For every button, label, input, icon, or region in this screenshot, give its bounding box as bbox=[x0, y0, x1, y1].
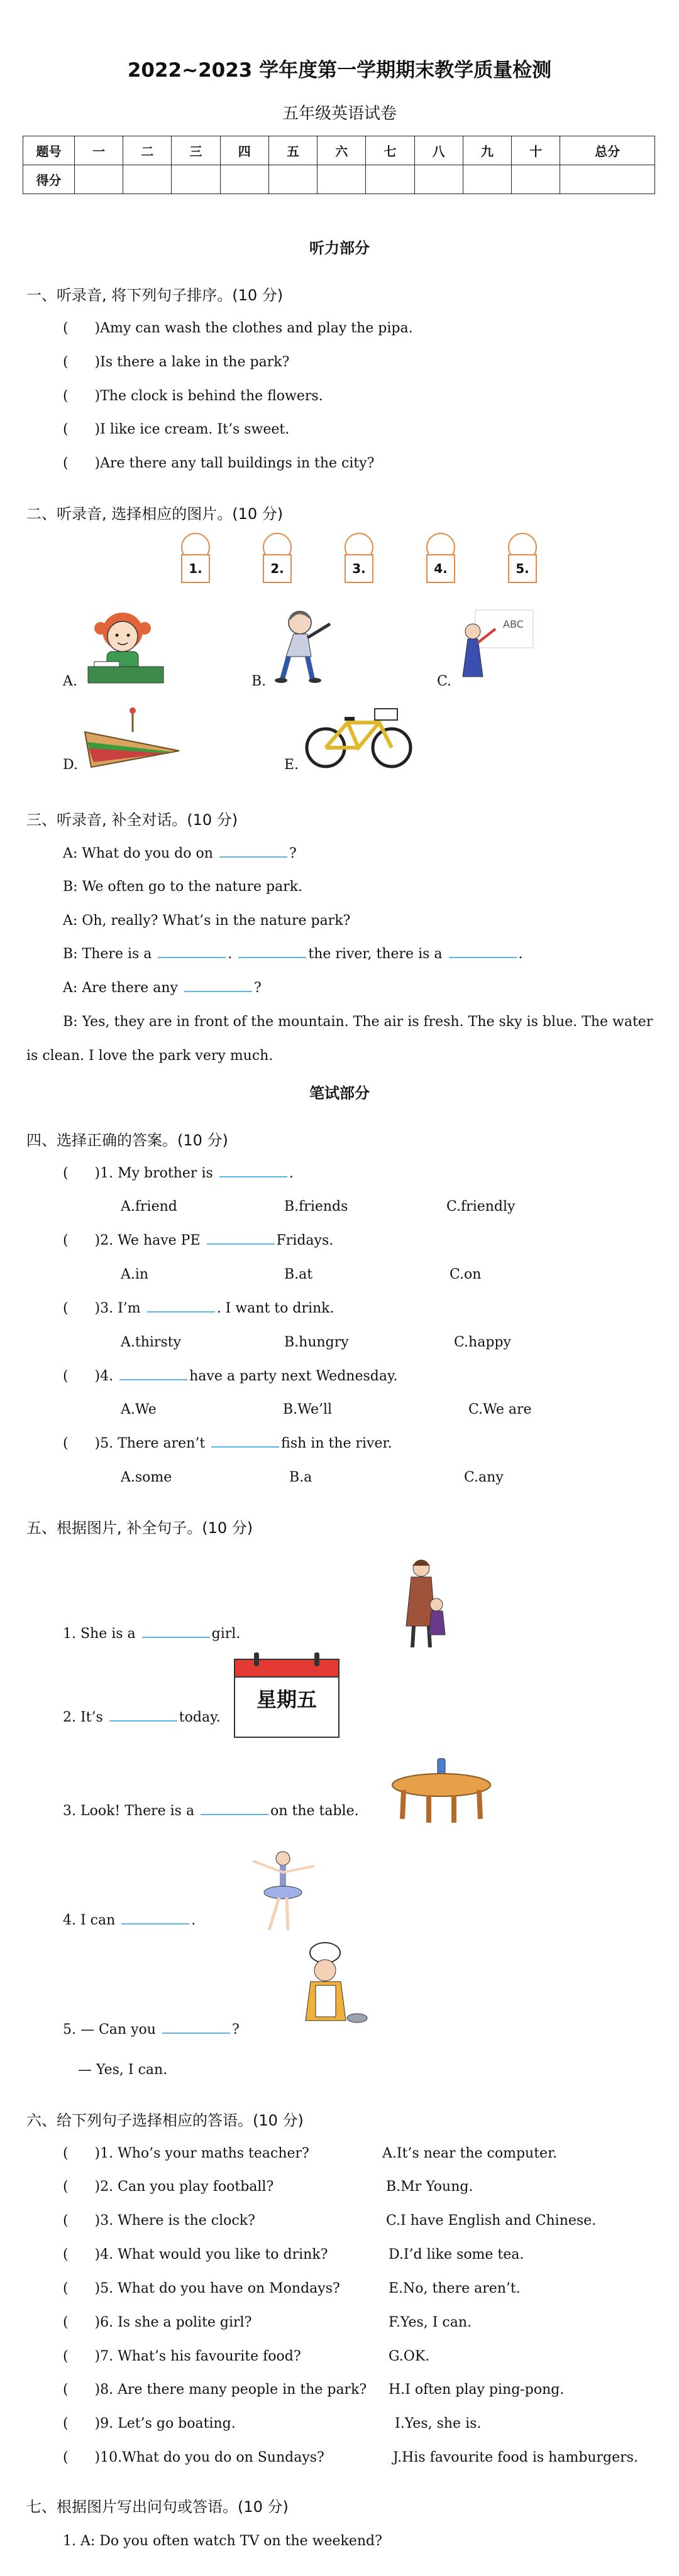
dialogue-line: is clean. I love the park very much. bbox=[26, 1048, 273, 1064]
section-6-heading: 六、给下列句子选择相应的答语。(10 分) bbox=[26, 2112, 304, 2129]
question-item: ( )2. We have PE Fridays. bbox=[63, 1233, 334, 1248]
question-item: ( )8. Are there many people in the park? bbox=[63, 2382, 367, 2398]
list-item: ( )Amy can wash the clothes and play the pipa. bbox=[63, 320, 413, 336]
writing-part-title: 笔试部分 bbox=[309, 1084, 370, 1102]
table-cell: 五 bbox=[268, 136, 317, 165]
answer-option: G.OK. bbox=[389, 2349, 430, 2364]
question-item: 1. She is a girl. bbox=[63, 1626, 241, 1642]
listening-part-title: 听力部分 bbox=[309, 239, 370, 257]
question-item: 3. Look! There is a on the table. bbox=[63, 1803, 359, 1819]
question-item: ( )1. Who’s your maths teacher? bbox=[63, 2146, 309, 2161]
answer-blank[interactable] bbox=[238, 957, 306, 958]
score-cell[interactable] bbox=[511, 165, 560, 194]
dialogue-line: B: There is a . the river, there is a . bbox=[63, 946, 523, 962]
answer-blank[interactable] bbox=[201, 1814, 268, 1815]
option-b[interactable]: B.a bbox=[289, 1470, 312, 1485]
dialogue-line: B: We often go to the nature park. bbox=[63, 879, 303, 895]
question-item: ( )2. Can you play football? bbox=[63, 2179, 274, 2195]
option-b[interactable]: B.friends bbox=[284, 1199, 348, 1214]
score-cell[interactable] bbox=[172, 165, 220, 194]
picture-label-d: D. bbox=[63, 757, 78, 773]
score-table-header-row bbox=[23, 136, 655, 165]
answer-blank[interactable] bbox=[121, 1923, 189, 1924]
exam-subtitle: 五年级英语试卷 bbox=[282, 104, 397, 123]
answer-blank[interactable] bbox=[207, 1243, 275, 1245]
score-cell[interactable] bbox=[463, 165, 511, 194]
score-cell[interactable] bbox=[268, 165, 317, 194]
teacher-picture bbox=[451, 606, 536, 685]
table-cell: 总分 bbox=[560, 136, 655, 165]
score-cell[interactable] bbox=[317, 165, 366, 194]
picture-label-a: A. bbox=[63, 674, 77, 689]
section-2-heading: 二、听录音, 选择相应的图片。(10 分) bbox=[26, 505, 284, 523]
answer-option: I.Yes, she is. bbox=[395, 2416, 482, 2431]
question-item: ( )4. What would you like to drink? bbox=[63, 2247, 328, 2262]
question-item: ( )5. What do you have on Mondays? bbox=[63, 2281, 340, 2296]
answer-tag-3[interactable]: 3. bbox=[345, 533, 373, 591]
section-1-heading: 一、听录音, 将下列句子排序。(10 分) bbox=[26, 287, 284, 304]
answer-blank[interactable] bbox=[162, 2033, 230, 2034]
question-item: 1. A: Do you often watch TV on the weekend? bbox=[63, 2533, 382, 2549]
chef-picture bbox=[290, 1941, 372, 2029]
calendar-header bbox=[235, 1660, 338, 1678]
table-cell: 一 bbox=[75, 136, 123, 165]
answer-option: F.Yes, I can. bbox=[389, 2315, 472, 2330]
bicycle-picture bbox=[301, 704, 417, 773]
table-cell: 八 bbox=[414, 136, 463, 165]
score-cell[interactable] bbox=[560, 165, 655, 194]
answer-option: A.It’s near the computer. bbox=[382, 2146, 558, 2161]
answer-option: H.I often play ping-pong. bbox=[389, 2382, 565, 2398]
answer-option: D.I’d like some tea. bbox=[389, 2247, 524, 2262]
section-7-heading: 七、根据图片写出问句或答语。(10 分) bbox=[26, 2498, 289, 2516]
option-a[interactable]: A.thirsty bbox=[121, 1334, 182, 1350]
answer-option: C.I have English and Chinese. bbox=[386, 2213, 597, 2229]
table-cell: 二 bbox=[123, 136, 172, 165]
table-cell: 九 bbox=[463, 136, 511, 165]
calendar-day-text: 星期五 bbox=[256, 1688, 317, 1711]
answer-tag-4[interactable]: 4. bbox=[426, 533, 455, 591]
question-item: 2. It’s today. bbox=[63, 1710, 221, 1725]
question-item: ( )6. Is she a polite girl? bbox=[63, 2315, 252, 2330]
answer-blank[interactable] bbox=[158, 957, 226, 958]
answer-blank[interactable] bbox=[219, 856, 287, 858]
section-4-heading: 四、选择正确的答案。(10 分) bbox=[26, 1132, 228, 1149]
calendar-picture bbox=[234, 1659, 340, 1738]
table-cell: 得分 bbox=[23, 165, 75, 194]
question-item: ( )9. Let’s go boating. bbox=[63, 2416, 236, 2431]
score-cell[interactable] bbox=[366, 165, 414, 194]
option-a[interactable]: A.We bbox=[121, 1402, 157, 1417]
answer-blank[interactable] bbox=[119, 1379, 187, 1380]
option-b[interactable]: B.hungry bbox=[284, 1334, 349, 1350]
picture-label-b: B. bbox=[251, 674, 267, 689]
score-cell[interactable] bbox=[123, 165, 172, 194]
answer-blank[interactable] bbox=[109, 1720, 177, 1722]
option-c[interactable]: C.happy bbox=[454, 1334, 511, 1350]
question-item: 4. I can . bbox=[63, 1913, 196, 1928]
ballet-dancer-picture bbox=[238, 1847, 329, 1935]
question-item: ( )1. My brother is . bbox=[63, 1165, 294, 1181]
mother-child-picture bbox=[396, 1557, 450, 1651]
answer-tag-5[interactable]: 5. bbox=[508, 533, 537, 591]
option-a[interactable]: A.some bbox=[121, 1470, 172, 1485]
option-a[interactable]: A.in bbox=[121, 1267, 149, 1282]
question-item: ( )7. What’s his favourite food? bbox=[63, 2349, 301, 2364]
question-item: ( )3. I’m . I want to drink. bbox=[63, 1301, 334, 1316]
answer-option: B.Mr Young. bbox=[386, 2179, 473, 2195]
answer-tag-2[interactable]: 2. bbox=[263, 533, 292, 591]
dialogue-line: A: Are there any ? bbox=[63, 980, 262, 996]
man-picture bbox=[267, 606, 346, 685]
list-item: ( )The clock is behind the flowers. bbox=[63, 388, 323, 404]
table-cell: 十 bbox=[511, 136, 560, 165]
list-item: ( )I like ice cream. It’s sweet. bbox=[63, 422, 290, 437]
answer-blank[interactable] bbox=[142, 1637, 210, 1638]
girl-at-desk-picture bbox=[82, 606, 167, 688]
table-cell: 三 bbox=[172, 136, 220, 165]
table-cell: 题号 bbox=[23, 136, 75, 165]
score-table-score-row bbox=[23, 165, 655, 194]
option-a[interactable]: A.friend bbox=[121, 1199, 177, 1214]
answer-option: J.His favourite food is hamburgers. bbox=[393, 2450, 638, 2465]
list-item: ( )Is there a lake in the park? bbox=[63, 354, 290, 370]
question-item: 5. — Can you ? bbox=[63, 2022, 240, 2038]
answer-line: — Yes, I can. bbox=[78, 2062, 168, 2078]
question-item: ( )10.What do you do on Sundays? bbox=[63, 2450, 324, 2465]
answer-blank[interactable] bbox=[147, 1311, 215, 1313]
section-3-heading: 三、听录音, 补全对话。(10 分) bbox=[26, 811, 238, 829]
score-cell[interactable] bbox=[220, 165, 268, 194]
question-item: ( )5. There aren’t fish in the river. bbox=[63, 1436, 392, 1451]
option-b[interactable]: B.We’ll bbox=[283, 1402, 333, 1417]
table-cell: 四 bbox=[220, 136, 268, 165]
blackboard-text: ABC bbox=[503, 618, 524, 630]
answer-option: E.No, there aren’t. bbox=[389, 2281, 521, 2296]
answer-tag-1[interactable]: 1. bbox=[181, 533, 210, 591]
picture-label-e: E. bbox=[284, 757, 299, 773]
question-item: ( )3. Where is the clock? bbox=[63, 2213, 255, 2229]
answer-blank[interactable] bbox=[219, 1176, 287, 1177]
option-c[interactable]: C.friendly bbox=[446, 1199, 516, 1214]
picture-label-c: C. bbox=[437, 674, 452, 689]
table-with-bottle-picture bbox=[389, 1756, 495, 1825]
option-c[interactable]: C.We are bbox=[468, 1402, 532, 1417]
answer-blank[interactable] bbox=[211, 1446, 279, 1448]
table-cell: 六 bbox=[317, 136, 366, 165]
sandwich-picture bbox=[79, 707, 185, 776]
answer-blank[interactable] bbox=[449, 957, 517, 958]
answer-blank[interactable] bbox=[184, 991, 252, 992]
exam-title: 2022~2023 学年度第一学期期末教学质量检测 bbox=[127, 59, 552, 82]
dialogue-line: A: Oh, really? What’s in the nature park? bbox=[63, 913, 351, 929]
section-5-heading: 五、根据图片, 补全句子。(10 分) bbox=[26, 1519, 253, 1537]
table-cell: 七 bbox=[366, 136, 414, 165]
option-c[interactable]: C.on bbox=[450, 1267, 482, 1282]
option-c[interactable]: C.any bbox=[464, 1470, 504, 1485]
score-table bbox=[23, 136, 655, 194]
question-item: ( )4. have a party next Wednesday. bbox=[63, 1368, 398, 1384]
dialogue-line: B: Yes, they are in front of the mountain. The air is fresh. The sky is blue. The water bbox=[63, 1014, 653, 1030]
score-cell[interactable] bbox=[414, 165, 463, 194]
score-cell[interactable] bbox=[75, 165, 123, 194]
list-item: ( )Are there any tall buildings in the city? bbox=[63, 456, 375, 471]
option-b[interactable]: B.at bbox=[284, 1267, 313, 1282]
dialogue-line: A: What do you do on ? bbox=[63, 846, 297, 861]
